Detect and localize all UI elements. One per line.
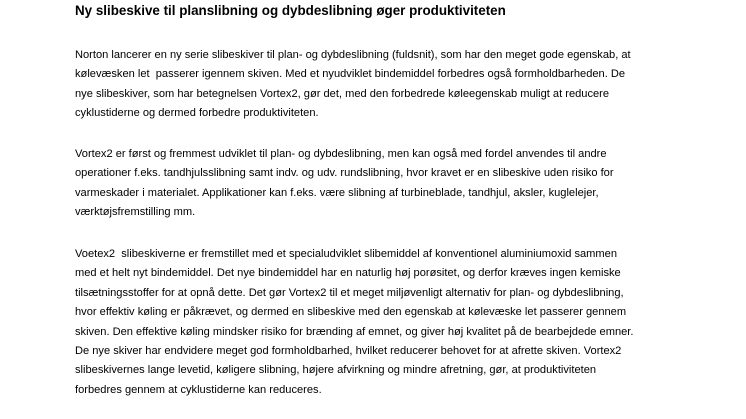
paragraph-line: operationer f.eks. tandhjulsslibning samt indv. og udv. rundslibning, hvor kravet er en slibeskive uden risiko for: [75, 167, 614, 180]
paragraph-line: tilsætningsstoffer for at opnå dette. Det gør Vortex2 til et meget miljøvenligt alternativ for plan- og dybdeslibning,: [75, 286, 624, 299]
paragraph-line: værktøjsfremstilling mm.: [75, 206, 196, 219]
paragraph-line: skiven. Den effektive køling mindsker risiko for brænding af emnet, og giver høj kvalitet på de bearbejdede emner.: [75, 325, 634, 338]
paragraph-line: De nye skiver har endvidere meget god formholdbarhed, hvilket reducerer behovet for at afrette skiven. Vortex2: [75, 345, 622, 358]
document-title: Ny slibeskive til planslibning og dybdeslibning øger produktiviteten: [75, 3, 506, 18]
paragraph-line: forbedres gennem at cyklustiderne kan reduceres.: [75, 383, 322, 396]
paragraph-line: Voetex2 slibeskiverne er fremstillet med et specialudviklet slibemiddel af konventionel aluminiumoxid sammen: [75, 248, 618, 260]
paragraph-line: kølevæsken let passerer igennem skiven. Med et nyudviklet bindemiddel forbedres også formholdbarheden. De: [75, 68, 626, 81]
paragraph-line: hvor effektiv køling er påkrævet, og dermed en slibeskive med den egenskab at kølevæske let passerer gennem: [75, 306, 627, 319]
paragraph-line: cyklustiderne og dermed forbedre produktiviteten.: [75, 107, 319, 120]
paragraph-line: Norton lancerer en ny serie slibeskiver til plan- og dybdeslibning (fuldsnit), som har den meget gode egenskab, at: [75, 49, 631, 61]
paragraph-line: med et helt nyt bindemiddel. Det nye bindemiddel har en naturlig høj porøsitet, og derfor kræves ingen kemiske: [75, 267, 621, 280]
paragraph-intro: [75, 46, 631, 124]
paragraph-line: Vortex2 er først og fremmest udviklet til plan- og dybdeslibning, men kan også med fordel anvendes til andre: [75, 148, 607, 160]
paragraph-line: varmeskader i materialet. Applikationer kan f.eks. være slibning af turbineblade, tandhjul, aksler, kuglelejer,: [75, 186, 599, 199]
paragraph-applications: [75, 145, 614, 223]
paragraph-line: slibeskivernes lange levetid, køligere slibning, højere afvirkning og mindre afretning, gør, at produktiviteten: [75, 364, 597, 377]
paragraph-materials: [75, 245, 633, 400]
paragraph-line: nye slibeskiver, som har betegnelsen Vortex2, gør det, med den forbedrede køleegenskab muligt at reducere: [75, 87, 610, 100]
